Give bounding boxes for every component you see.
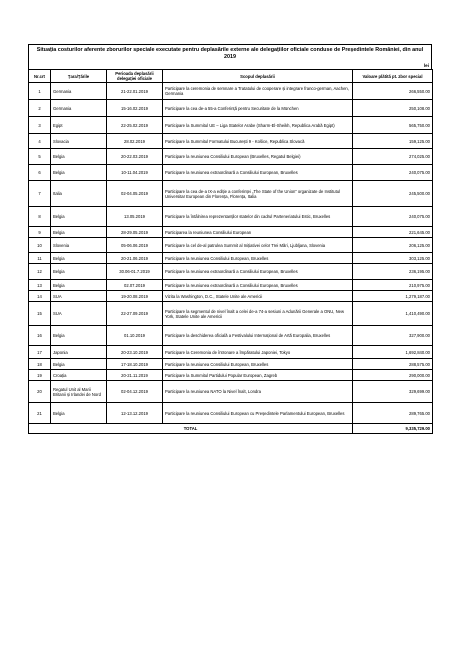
table-row [29,149,433,165]
cell-nr: 5 [29,149,51,165]
cell-nr: 3 [29,117,51,134]
cell-nr: 1 [29,83,51,100]
cell-scop: Participare la deschiderea oficială a Festivalului Internațional de Artă Europalia, Bruxelles [163,326,353,346]
cell-valoare: 221,645.00 [353,227,433,238]
cell-nr: 2 [29,100,51,117]
header-scop: Scopul deplasării [163,70,353,83]
cell-tara: Japonia [51,346,107,359]
cell-perioada: 02-04.12.2019 [107,381,163,403]
cell-perioada: 20-21.11.2019 [107,370,163,381]
cell-scop: Participare la ceremonia de semnare a Tratatului de cooperare și integrare franco-german, Aachen, Germania [163,83,353,100]
cell-tara: Egipt [51,117,107,134]
cell-tara: Belgia [51,264,107,280]
cell-perioada: 15-16.02.2019 [107,100,163,117]
cell-valoare: 1,410,490.00 [353,302,433,326]
cell-tara: Regatul Unit al Marii Britanii și Irlandei de Nord [51,381,107,403]
table-row [29,100,433,117]
table-row [29,134,433,149]
cell-nr: 8 [29,207,51,227]
table-row [29,264,433,280]
table-row [29,165,433,181]
cell-tara: Slovenia [51,238,107,253]
cell-nr: 6 [29,165,51,181]
cell-nr: 17 [29,346,51,359]
table-row [29,381,433,403]
cell-perioada: 05-06.06.2019 [107,238,163,253]
cell-perioada: 21-22.01.2019 [107,83,163,100]
cell-valoare: 236,195.00 [353,264,433,280]
table-row [29,238,433,253]
cell-valoare: 1,692,840.00 [353,346,433,359]
cell-nr: 14 [29,291,51,302]
table-row [29,326,433,346]
cell-valoare: 274,025.00 [353,149,433,165]
cell-valoare: 206,125.00 [353,238,433,253]
cell-nr: 20 [29,381,51,403]
cell-scop: Vizita la Washington, D.C., Statele Unite ale Americii [163,291,353,302]
table-row [29,291,433,302]
cell-valoare: 1,279,187.00 [353,291,433,302]
cell-tara: SUA [51,291,107,302]
cell-tara: Belgia [51,165,107,181]
table-row [29,227,433,238]
cell-perioada: 20-23.10.2019 [107,346,163,359]
cell-tara: Germania [51,100,107,117]
cell-valoare: 240,075.00 [353,165,433,181]
cell-scop: Participare la Summitul UE – Liga Statelor Arabe (Sharm-El-Sheikh, Republica Arabă Egipt) [163,117,353,134]
cell-perioada: 10-11.04.2019 [107,165,163,181]
cell-scop: Participare la Summitul Partidului Popular European, Zagreb [163,370,353,381]
cell-valoare: 288,575.00 [353,359,433,370]
cell-scop: Participare la segmentul de nivel înalt a celei de-a 74-a sesiuni a Adunării Generale a ONU, New York, Statele Unite ale Americii [163,302,353,326]
cell-valoare: 245,500.00 [353,181,433,207]
cell-nr: 12 [29,264,51,280]
table-row [29,359,433,370]
cell-tara: Belgia [51,326,107,346]
table-row [29,280,433,291]
cell-nr: 13 [29,280,51,291]
cell-nr: 21 [29,403,51,424]
cell-perioada: 20-21.06.2019 [107,253,163,264]
cell-perioada: 13.05.2019 [107,207,163,227]
cell-nr: 7 [29,181,51,207]
table-row [29,83,433,100]
cell-perioada: 22-27.09.2019 [107,302,163,326]
cell-scop: Participare la reuniunea extraordinară a Consiliului European, Bruxelles [163,165,353,181]
cell-perioada: 02.07.2019 [107,280,163,291]
header-tara: Țara/Țările [51,70,107,83]
cell-nr: 10 [29,238,51,253]
table-row [29,117,433,134]
cell-nr: 18 [29,359,51,370]
cell-perioada: 02-04.05.2019 [107,181,163,207]
cell-scop: Participare la Summitul Formatului București 9 - Košice, Republica Slovacă [163,134,353,149]
total-value: 9,335,729.00 [353,424,433,434]
cell-valoare: 250,108.00 [353,100,433,117]
cell-tara: Belgia [51,227,107,238]
cell-tara: Belgia [51,207,107,227]
table-row [29,346,433,359]
cell-perioada: 12-13.12.2019 [107,403,163,424]
header-valoare: Valoare plătită pt. zbor special [353,70,433,83]
header-nr: Nr.crt [29,70,51,83]
table-body [29,83,433,424]
cell-nr: 4 [29,134,51,149]
cell-valoare: 289,765.00 [353,403,433,424]
cell-nr: 11 [29,253,51,264]
cell-scop: Participare la cel de-al patrulea Summit al Inițiativei celor Trei Mări, Ljubljana, Slovenia [163,238,353,253]
cell-valoare: 565,750.00 [353,117,433,134]
cell-tara: Germania [51,83,107,100]
cell-valoare: 240,075.00 [353,207,433,227]
cell-nr: 19 [29,370,51,381]
cell-scop: Participare la reuniunea Consiliului European cu Președintele Parlamentului European, Bruxelles [163,403,353,424]
cell-valoare: 290,000.00 [353,370,433,381]
cell-scop: Participare la cea de-a 55-a Conferință pentru Securitate de la München [163,100,353,117]
cell-tara: Belgia [51,149,107,165]
cell-perioada: 22-25.02.2019 [107,117,163,134]
cell-valoare: 159,125.00 [353,134,433,149]
cell-scop: Participare la reuniunea NATO la Nivel Înalt, Londra [163,381,353,403]
table-row [29,403,433,424]
cell-scop: Participare la reuniunea extraordinară a Consiliului European, Bruxelles [163,264,353,280]
table-row [29,302,433,326]
cell-valoare: 303,125.00 [353,253,433,264]
cell-perioada: 01.10.2019 [107,326,163,346]
table-row [29,207,433,227]
document-title: Situația costurilor aferente zborurilor speciale executate pentru deplasările externe ale delegațiilor oficiale conduse de Președintele României, din anul 2019 [28,44,432,63]
cell-scop: Participare la Ceremonia de întronare a Împăratului Japoniei, Tokyo [163,346,353,359]
cell-tara: Belgia [51,253,107,264]
header-perioada: Perioada deplasării delegației oficiale [107,70,163,83]
cell-scop: Participarea la reuniunea Consiliului European [163,227,353,238]
currency-unit: lei [28,63,432,69]
cell-perioada: 28.02.2019 [107,134,163,149]
cell-tara: SUA [51,302,107,326]
total-row [29,424,433,434]
cell-scop: Participare la cea de-a IX-a ediție a conferinței „The State of the Union” organizate de Institutul Universitar European din Florența, Florența, Italia [163,181,353,207]
cell-scop: Participare la reuniunea Consiliului European, Bruxelles [163,253,353,264]
cell-tara: Italia [51,181,107,207]
cell-perioada: 19-20.08.2019 [107,291,163,302]
cell-perioada: 28-29.05.2019 [107,227,163,238]
cell-scop: Participare la reuniunea Consiliului European (Bruxelles, Regatul Belgiei) [163,149,353,165]
cell-nr: 9 [29,227,51,238]
cell-valoare: 266,550.00 [353,83,433,100]
table-row [29,370,433,381]
flights-cost-table [28,69,433,434]
total-label: TOTAL [29,424,353,434]
table-row [29,181,433,207]
report-sheet [28,44,432,434]
cell-tara: Belgia [51,403,107,424]
cell-tara: Slovacia [51,134,107,149]
cell-scop: Participare la reuniunea Consiliului European, Bruxelles [163,359,353,370]
cell-tara: Belgia [51,280,107,291]
cell-valoare: 329,699.00 [353,381,433,403]
cell-perioada: 17-18.10.2019 [107,359,163,370]
cell-scop: Participare la întâlnirea reprezentanților statelor din cadrul Parteneriatului Estic, Bruxelles [163,207,353,227]
table-header-row [29,70,433,83]
cell-perioada: 30.06-01.7.2019 [107,264,163,280]
cell-nr: 15 [29,302,51,326]
cell-tara: Belgia [51,359,107,370]
table-row [29,253,433,264]
cell-scop: Participare la reuniunea extraordinară a Consiliului European, Bruxelles [163,280,353,291]
cell-nr: 16 [29,326,51,346]
cell-tara: Croația [51,370,107,381]
cell-valoare: 210,975.00 [353,280,433,291]
cell-perioada: 20-22.03.2019 [107,149,163,165]
cell-valoare: 327,900.00 [353,326,433,346]
